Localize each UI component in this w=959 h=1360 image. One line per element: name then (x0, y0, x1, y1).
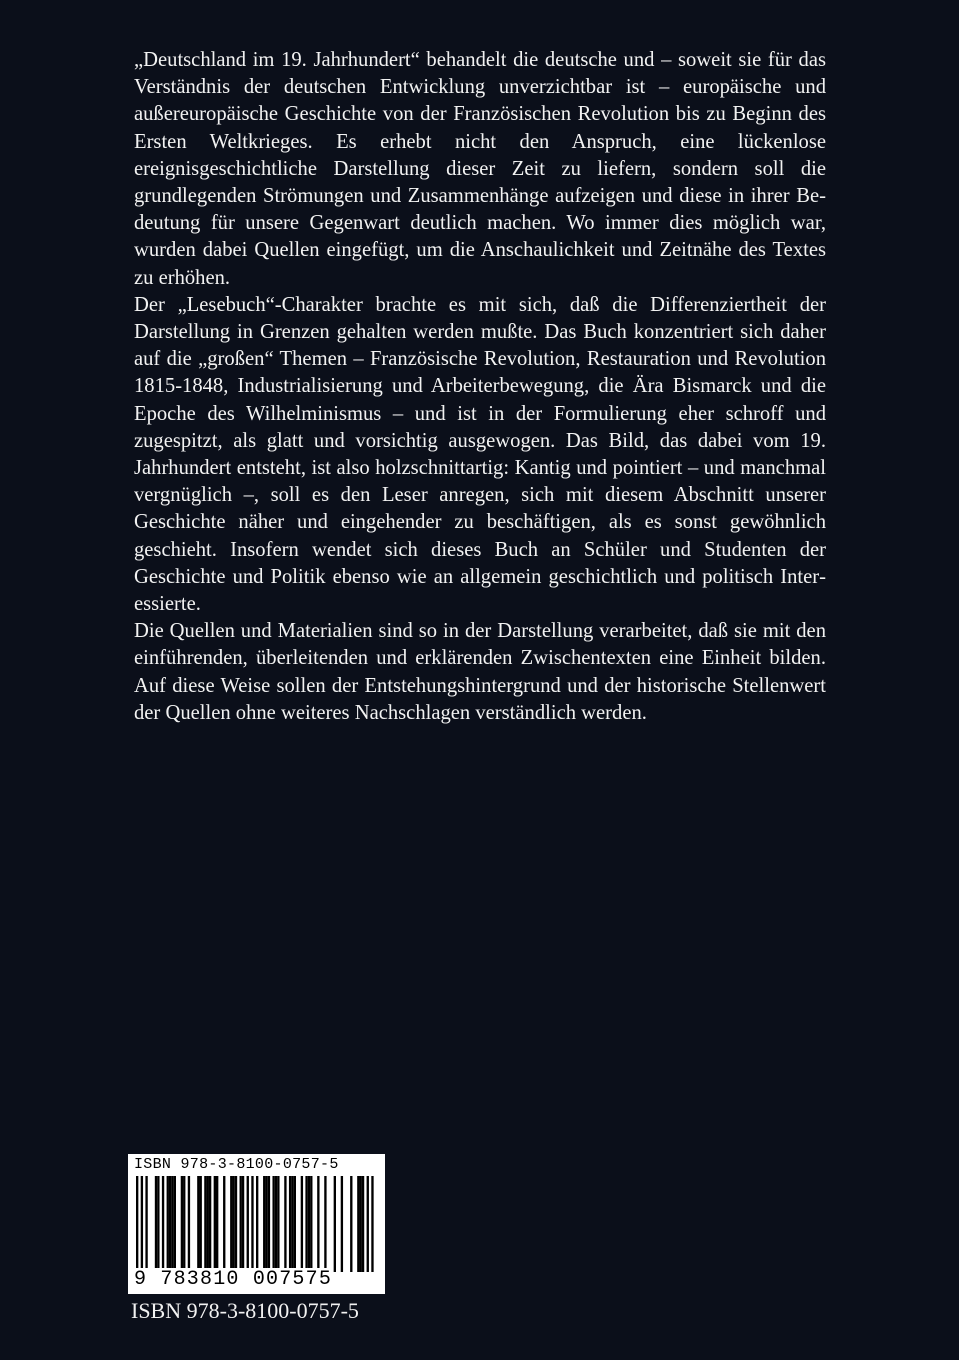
barcode-bar (357, 1176, 359, 1272)
barcode-bar (263, 1176, 265, 1272)
barcode-bar (214, 1176, 216, 1272)
barcode-bar (272, 1176, 274, 1272)
barcode-bar (171, 1176, 173, 1272)
barcode-bar (232, 1176, 234, 1272)
barcode-bar (324, 1176, 326, 1272)
blurb-paragraph-3: Die Quellen und Materialien sind so in der Darstellung verarbeitet, daß sie mit den einführenden, überleitenden und erklärenden Zwischentexten eine Einheit bilden. Auf diese Weise sollen der Entstehungshintergrund und der historische Stellenwert der Quellen ohne weiteres Nachschlagen verständlich werden. (134, 620, 826, 724)
barcode-bar (305, 1176, 307, 1272)
barcode-bar (268, 1176, 270, 1272)
barcode-bar (251, 1176, 253, 1272)
barcode-bar (256, 1176, 258, 1272)
isbn-barcode (128, 1154, 385, 1294)
barcode-bar (291, 1176, 293, 1272)
barcode-bar (207, 1176, 209, 1272)
barcode-bar (242, 1176, 244, 1272)
barcode-bar (367, 1176, 369, 1272)
barcode-bar (289, 1176, 291, 1272)
barcode-bar (162, 1176, 164, 1272)
barcode-bar (301, 1176, 303, 1272)
barcode-bar (341, 1176, 343, 1272)
barcode-bar (188, 1176, 190, 1272)
barcode-bar (167, 1176, 169, 1272)
barcode-bars (136, 1176, 376, 1272)
barcode-bar (200, 1176, 202, 1272)
barcode-bar (181, 1176, 183, 1272)
barcode-bar (155, 1176, 157, 1272)
barcode-bar (174, 1176, 176, 1272)
barcode-bar (223, 1176, 225, 1272)
barcode-bar (240, 1176, 242, 1272)
barcode-bar (235, 1176, 237, 1272)
barcode-bar (371, 1176, 373, 1272)
barcode-bar (157, 1176, 159, 1272)
barcode-bar (216, 1176, 218, 1272)
barcode-bar (317, 1176, 319, 1272)
barcode-bar (247, 1176, 249, 1272)
barcode-bar (275, 1176, 277, 1272)
barcode-bar (294, 1176, 296, 1272)
barcode-bar (334, 1176, 336, 1272)
barcode-bar (284, 1176, 286, 1272)
barcode-bar (360, 1176, 362, 1272)
barcode-digits: 9 783810 007575 (134, 1268, 333, 1291)
barcode-bar (230, 1176, 232, 1272)
barcode-bar (183, 1176, 185, 1272)
barcode-bar (308, 1176, 310, 1272)
barcode-bar (310, 1176, 312, 1272)
barcode-isbn-label: ISBN 978-3-8100-0757-5 (134, 1156, 339, 1173)
barcode-bar (265, 1176, 267, 1272)
barcode-bar (204, 1176, 206, 1272)
barcode-bar (350, 1176, 352, 1272)
back-cover-blurb (134, 47, 826, 727)
isbn-text: ISBN 978-3-8100-0757-5 (131, 1298, 359, 1323)
blurb-paragraph-2: Der „Lesebuch“-Charakter brachte es mit sich, daß die Differenziertheit der Darstellung in Grenzen gehalten werden mußte. Das Buch konzentriert sich daher auf die „großen“ Themen – Französische Revolution, Restauration und Revolution 1815-1848, Industrialisierung und Arbeiterbewegung, die Ära Bismarck und die Epoche des Wilhelminismus – und ist in der Formulierung eher schroff und zugespitzt, als glatt und vorsichtig ausgewogen. Das Bild, das dabei vom 19. Jahrhundert entsteht, ist also holzschnittartig: Kantig und pointiert – und manchmal vergnüglich –, soll es den Leser anregen, sich mit diesem Abschnitt unserer Geschichte näher und eingehender zu beschäftigen, als es sonst gewöhnlich geschieht. Insofern wendet sich dieses Buch an Schüler und Studenten der Geschichte und Politik ebenso wie an allgemein geschichtlich und politisch Interessierte. (134, 293, 826, 616)
barcode-bar (145, 1176, 147, 1272)
barcode-bar (136, 1176, 138, 1272)
barcode-graphic (136, 1176, 376, 1272)
barcode-bar (362, 1176, 364, 1272)
barcode-bar (169, 1176, 171, 1272)
barcode-bar (277, 1176, 279, 1272)
barcode-bar (197, 1176, 199, 1272)
barcode-bar (209, 1176, 211, 1272)
barcode-bar (141, 1176, 143, 1272)
blurb-paragraph-1: „Deutschland im 19. Jahrhundert“ behandelt die deutsche und – soweit sie für das Verständnis der deutschen Entwicklung unverzichtbar ist – europäische und außereuropäische Geschichte von der Französischen Revolution bis zu Beginn des Ersten Weltkrieges. Es erhebt nicht den Anspruch, eine lückenlose ereignisgeschichtliche Darstellung dieser Zeit zu liefern, sondern soll die grundlegenden Strömungen und Zusammenhänge aufzeigen und diese in ihrer Bedeutung für unsere Gegenwart deutlich machen. Wo immer dies möglich war, wurden dabei Quellen eingefügt, um die Anschaulichkeit und Zeitnähe des Textes zu erhöhen. (134, 49, 826, 289)
